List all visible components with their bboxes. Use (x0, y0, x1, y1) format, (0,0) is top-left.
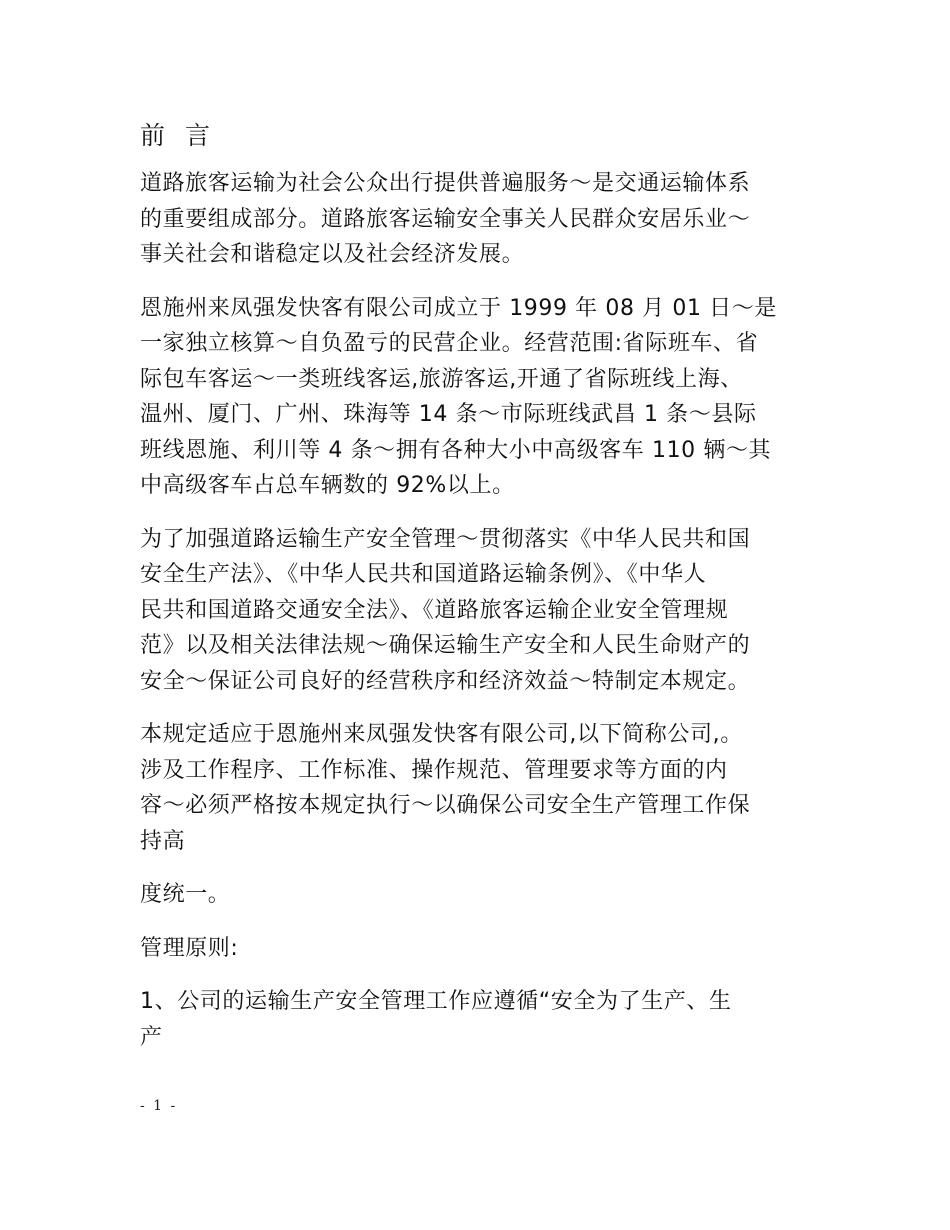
text-line: 民共和国道路交通安全法》、《道路旅客运输企业安全管理规 (140, 597, 729, 623)
text-line: 范》以及相关法律法规～确保运输生产安全和人民生命财产的 (140, 633, 751, 658)
text-line: 中高级客车占总车辆数的 92%以上。 (140, 473, 515, 498)
text-line: 产 (140, 1024, 163, 1050)
text-line: 1、公司的运输生产安全管理工作应遵循“安全为了生产、生 (140, 989, 732, 1014)
text-line: 本规定适应于恩施州来凤强发快客有限公司,以下简称公司,。 (140, 722, 743, 747)
paragraph-intro (140, 166, 808, 273)
paragraph-scope-continued (140, 877, 808, 913)
paragraph-scope (140, 717, 808, 859)
text-line: 容～必须严格按本规定执行～以确保公司安全生产管理工作保 (140, 793, 751, 818)
text-line: 持高 (140, 828, 186, 854)
paragraph-principle-1 (140, 984, 808, 1055)
text-line: 为了加强道路运输生产安全管理～贯彻落实《中华人民共和国 (140, 526, 751, 552)
text-line: 安全～保证公司良好的经营秩序和经济效益～特制定本规定。 (140, 668, 751, 694)
text-line: 事关社会和谐稳定以及社会经济发展。 (140, 242, 525, 267)
paragraph-company (140, 291, 808, 504)
text-line: 道路旅客运输为社会公众出行提供普遍服务～是交通运输体系 (140, 171, 751, 196)
text-line: 班线恩施、利川等 4 条～拥有各种大小中高级客车 110 辆～其 (140, 437, 772, 463)
paragraph-principles-heading (140, 931, 808, 967)
text-line: 涉及工作程序、工作标准、操作规范、管理要求等方面的内 (140, 757, 728, 783)
text-line: 一家独立核算～自负盈亏的民营企业。经营范围:省际班车、省 (140, 331, 759, 356)
paragraph-purpose (140, 522, 808, 700)
document-body (140, 116, 808, 1073)
page-number: - 1 - (140, 1098, 178, 1114)
text-line: 安全生产法》、《中华人民共和国道路运输条例》、《中华人 (140, 562, 707, 587)
text-line: 际包车客运～一类班线客运,旅游客运,开通了省际班线上海、 (140, 366, 743, 392)
text-line: 度统一。 (140, 882, 231, 907)
text-line: 管理原则: (140, 935, 239, 961)
text-line: 的重要组成部分。道路旅客运输安全事关人民群众安居乐业～ (140, 206, 751, 232)
text-line: 温州、厦门、广州、珠海等 14 条～市际班线武昌 1 条～县际 (140, 402, 757, 427)
text-line: 恩施州来凤强发快客有限公司成立于 1999 年 08 月 01 日～是 (140, 295, 777, 321)
document-heading: 前 言 (140, 121, 216, 150)
